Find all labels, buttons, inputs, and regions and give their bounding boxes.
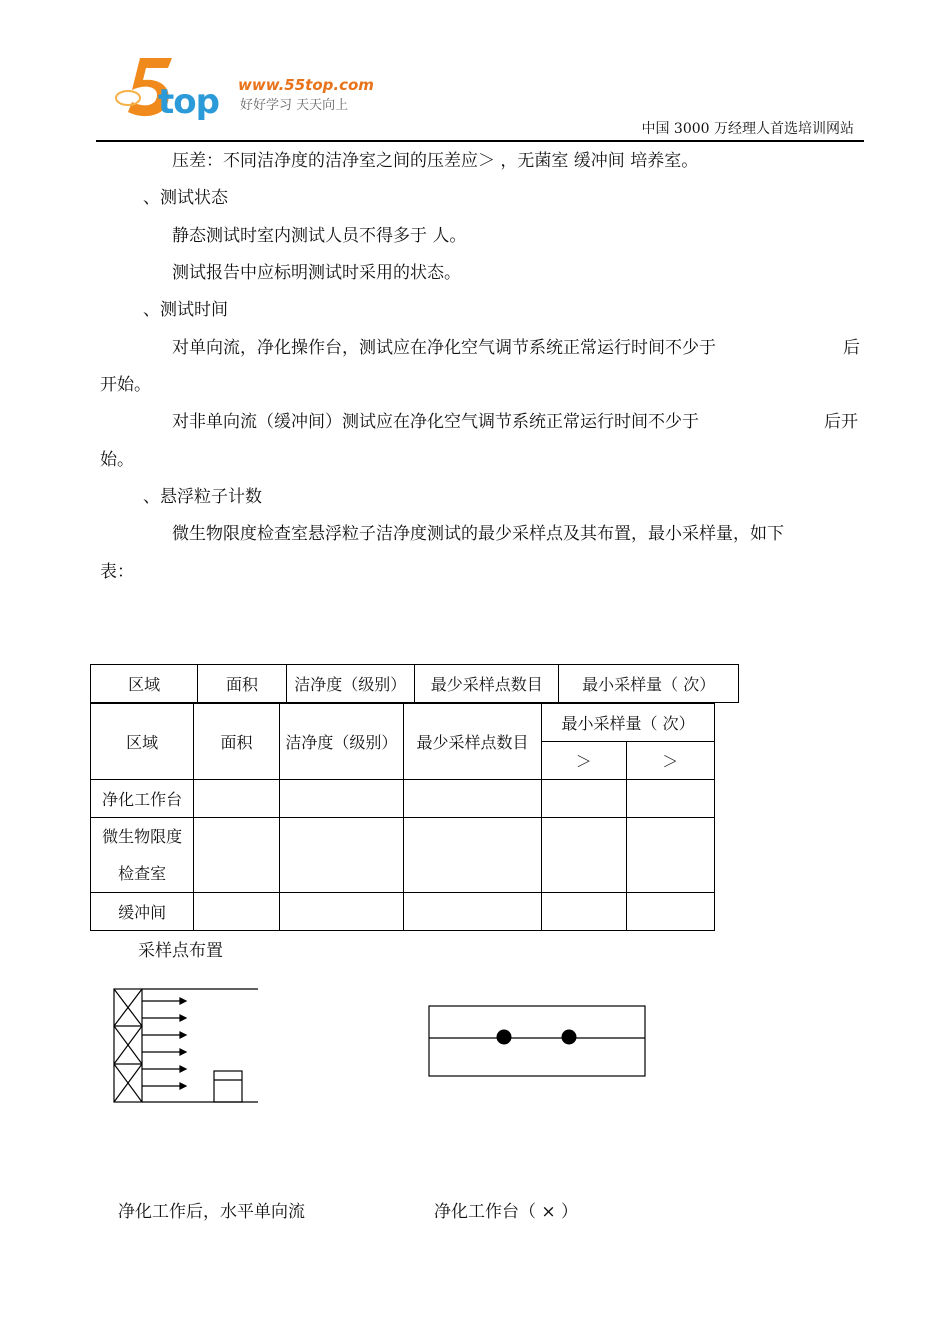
- time-line-2c: 始。: [100, 450, 134, 470]
- header-cell-min-points: 最少采样点数目: [414, 665, 558, 703]
- table-row: [91, 818, 715, 893]
- section-test-time: 、测试时间: [143, 300, 228, 320]
- header-cell-min-volume: 最小采样量（ 次）: [559, 665, 739, 703]
- state-line-2: 测试报告中应标明测试时采用的状态。: [172, 263, 461, 283]
- header-cell-area-size: 面积: [198, 665, 286, 703]
- cell-cleanliness-header: 洁净度（级别）: [279, 704, 403, 780]
- sampling-point: [562, 1030, 577, 1045]
- particle-line-1b: 表：: [100, 562, 134, 582]
- section-particle-count: 、悬浮粒子计数: [143, 487, 262, 507]
- sampling-point: [497, 1030, 512, 1045]
- header-cell-cleanliness: 洁净度（级别）: [286, 665, 414, 703]
- table-row: [91, 893, 715, 931]
- site-tagline: 中国 3000 万经理人首选培训网站: [641, 121, 854, 137]
- particle-line-1a: 微生物限度检查室悬浮粒子洁净度测试的最少采样点及其布置，最小采样量，如下: [172, 524, 784, 544]
- layout-caption: 采样点布置: [138, 941, 223, 961]
- row-label-buffer-room: 缓冲间: [91, 893, 194, 931]
- sampling-table: [90, 703, 715, 931]
- row-label-microbe-room: 微生物限度 检查室: [91, 818, 194, 893]
- cell-min-points-header: 最少采样点数目: [404, 704, 542, 780]
- cell-min-volume-header: 最小采样量（ 次）: [542, 704, 715, 742]
- cell-zone-header: 区域: [91, 704, 194, 780]
- cell-subheader-gt-2: ＞: [626, 742, 714, 780]
- logo-url: www.55top.com: [238, 76, 374, 94]
- row-label-clean-bench: 净化工作台: [91, 780, 194, 818]
- time-line-2b: 后开: [824, 412, 858, 432]
- state-line-1: 静态测试时室内测试人员不得多于 人。: [172, 226, 467, 246]
- time-line-1a: 对单向流，净化操作台，测试应在净化空气调节系统正常运行时间不少于: [172, 338, 716, 358]
- logo-top-wordmark: top: [158, 82, 219, 122]
- header-divider: [96, 140, 864, 142]
- cell-subheader-gt-1: ＞: [542, 742, 626, 780]
- caption-horizontal-flow: 净化工作后，水平单向流: [118, 1202, 305, 1222]
- horizontal-flow-diagram: [110, 985, 262, 1107]
- time-line-1c: 开始。: [100, 375, 151, 395]
- logo-slogan: 好好学习 天天向上: [240, 98, 349, 113]
- caption-clean-bench: 净化工作台（ × ）: [434, 1202, 579, 1222]
- time-line-1b: 后: [843, 338, 860, 358]
- pressure-line: 压差：不同洁净度的洁净室之间的压差应＞ ，无菌室 缓冲间 培养室。: [172, 151, 699, 171]
- header-cell-area-zone: 区域: [91, 665, 198, 703]
- sampling-table-header: [90, 664, 739, 703]
- clean-bench-diagram: [428, 1005, 648, 1079]
- section-test-state: 、测试状态: [143, 188, 228, 208]
- cell-area-header: 面积: [194, 704, 279, 780]
- time-line-2a: 对非单向流（缓冲间）测试应在净化空气调节系统正常运行时间不少于: [172, 412, 699, 432]
- table-row: [91, 780, 715, 818]
